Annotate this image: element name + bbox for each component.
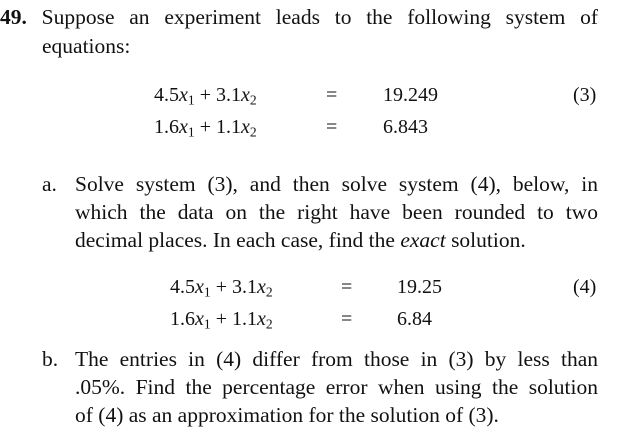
part-b-line-1: The entries in (4) differ from those in (3) by less than [75, 347, 598, 371]
plus-sign: + [215, 308, 227, 330]
subscript: 1 [187, 124, 195, 140]
system3-label: (3) [573, 84, 597, 106]
part-a-line-1: Solve system (3), and then solve system (4), below, in [75, 172, 598, 196]
var-x: x [195, 308, 204, 330]
problem-number: 49. [0, 5, 27, 29]
system3-row2-equals: = [326, 116, 338, 138]
coef: 3.1 [231, 276, 257, 298]
subscript: 2 [249, 124, 257, 140]
var-x: x [240, 84, 250, 106]
system4-row2-lhs [170, 308, 273, 331]
part-a-line-3-pre: decimal places. In each case, find the [75, 228, 401, 252]
coef: 3.1 [215, 84, 241, 106]
part-b-line-2: .05%. Find the percentage error when using the solution [75, 375, 598, 399]
part-a-line-3-post: solution. [445, 228, 526, 252]
var-x: x [256, 308, 266, 330]
system3-row2-rhs: 6.843 [383, 116, 428, 138]
system4-row1-rhs: 19.25 [397, 276, 442, 298]
system3-row1-rhs: 19.249 [383, 84, 438, 106]
subscript: 1 [203, 316, 211, 332]
system3-row1-equals: = [326, 84, 338, 106]
part-a-line-2: which the data on the right have been rounded to two [75, 200, 598, 224]
system4-row1-lhs [170, 276, 273, 299]
subscript: 2 [249, 92, 257, 108]
coef: 1.6 [170, 308, 195, 330]
problem-intro-text-2: equations: [42, 34, 131, 58]
var-x: x [256, 276, 266, 298]
system4-row1-equals: = [341, 276, 353, 298]
var-x: x [179, 116, 188, 138]
system4-row2-rhs: 6.84 [397, 308, 432, 330]
system3-row1-lhs [154, 84, 257, 107]
plus-sign: + [199, 84, 211, 106]
problem-intro-line-1 [0, 4, 598, 30]
system4-label: (4) [573, 276, 597, 298]
coef: 4.5 [154, 84, 179, 106]
problem-intro-text: Suppose an experiment leads to the following system of [41, 5, 598, 29]
part-a-emphasis: exact [400, 228, 446, 252]
subscript: 2 [265, 284, 273, 300]
system4-row2-equals: = [341, 308, 353, 330]
problem-intro-line-2 [42, 33, 130, 59]
subscript: 2 [265, 316, 273, 332]
system3-row2-lhs [154, 116, 257, 139]
var-x: x [240, 116, 250, 138]
part-a-line-3 [75, 227, 526, 253]
part-b-line-3: of (4) as an approximation for the solution of (3). [75, 403, 499, 427]
coef: 1.1 [215, 116, 241, 138]
plus-sign: + [199, 116, 211, 138]
coef: 1.6 [154, 116, 179, 138]
subscript: 1 [187, 92, 195, 108]
part-a-marker: a. [42, 172, 57, 196]
coef: 1.1 [231, 308, 257, 330]
coef: 4.5 [170, 276, 195, 298]
plus-sign: + [215, 276, 227, 298]
var-x: x [179, 84, 188, 106]
var-x: x [195, 276, 204, 298]
part-b-marker: b. [42, 347, 59, 371]
subscript: 1 [203, 284, 211, 300]
